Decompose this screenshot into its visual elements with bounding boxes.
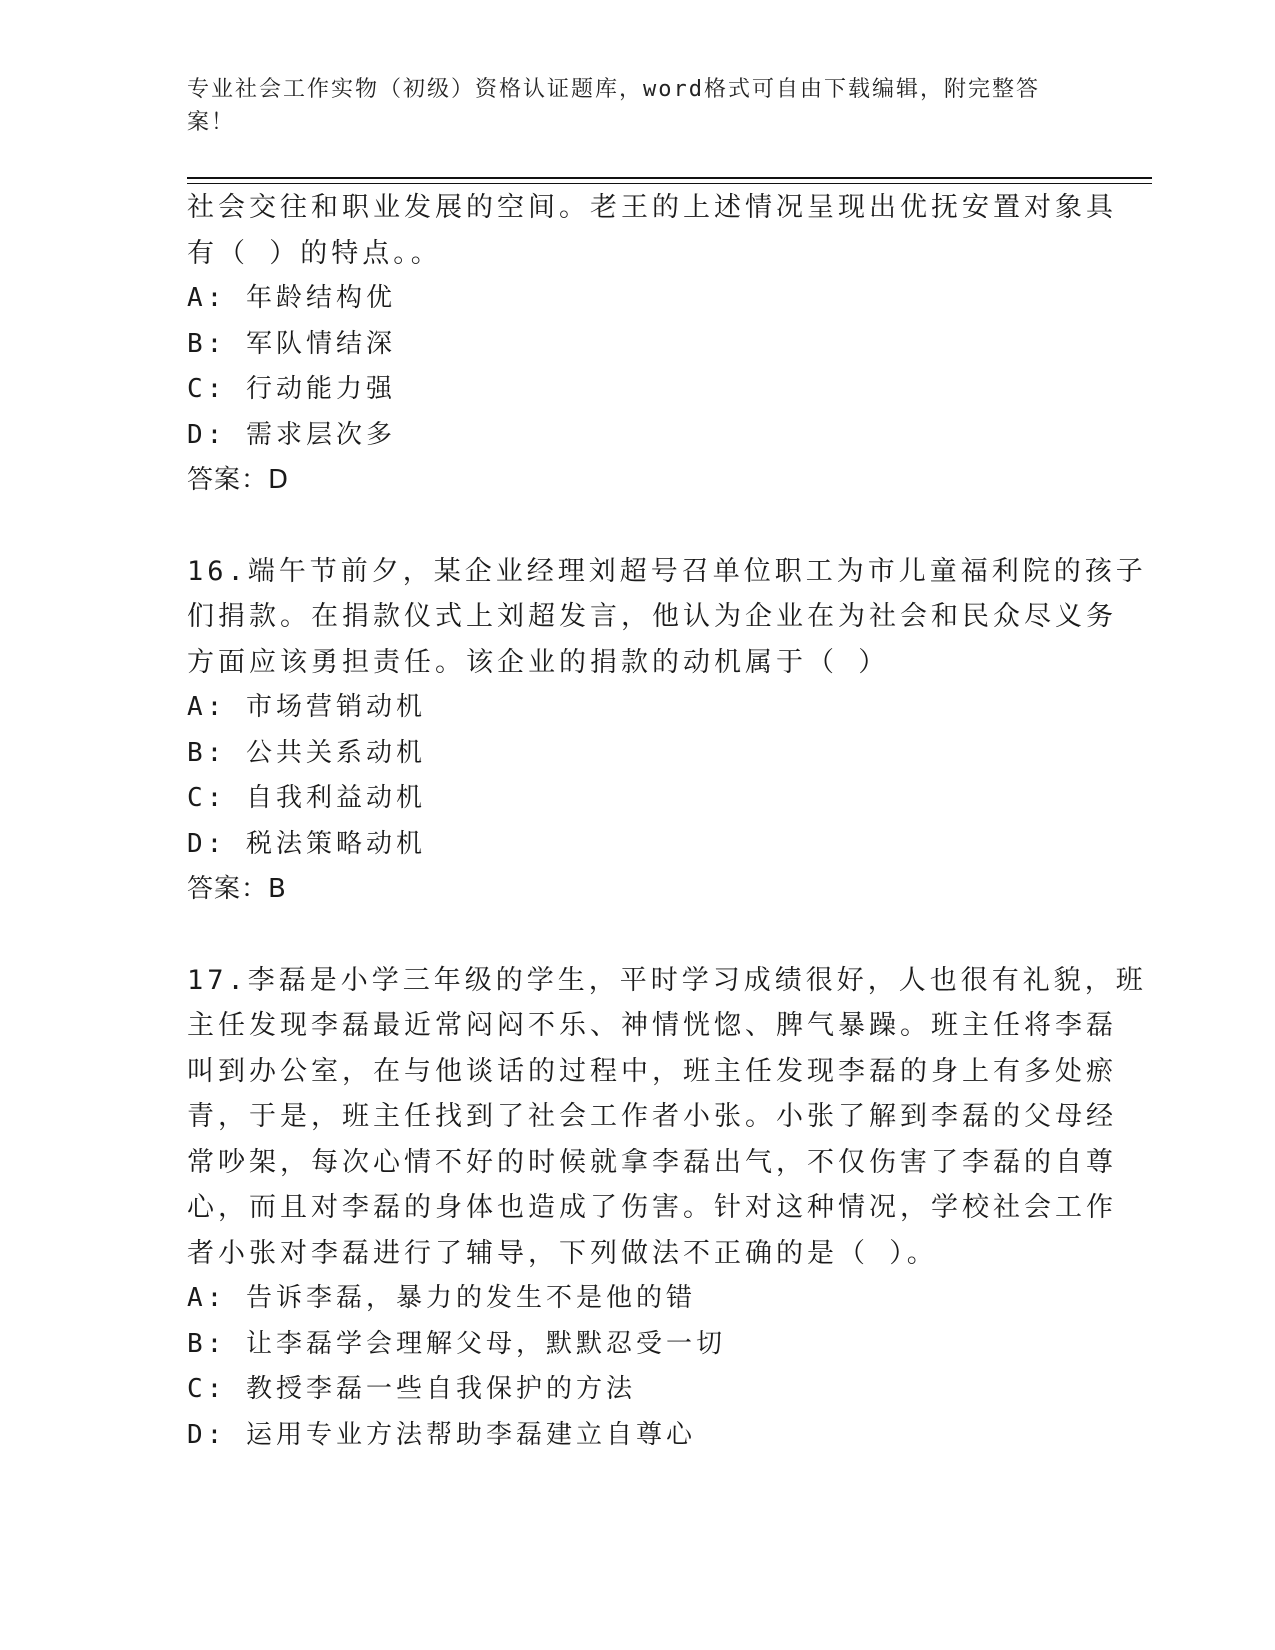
option-c: C: 教授李磊一些自我保护的方法 (187, 1374, 636, 1404)
option-b: B: 让李磊学会理解父母，默默忍受一切 (187, 1328, 726, 1359)
option-a: A: 年龄结构优 (187, 283, 396, 313)
option-c: C: 行动能力强 (187, 374, 396, 404)
question-block (187, 185, 1117, 504)
question-stem-line: 们捐款。在捐款仪式上刘超发言，他认为企业在为社会和民众尽义务 (187, 601, 1117, 632)
option-a: A: 市场营销动机 (187, 692, 426, 722)
question-stem-line: 社会交往和职业发展的空间。老王的上述情况呈现出优抚安置对象具 (187, 192, 1117, 223)
option-a: A: 告诉李磊，暴力的发生不是他的错 (187, 1283, 696, 1313)
question-stem-line: 叫到办公室，在与他谈话的过程中，班主任发现李磊的身上有多处瘀 (187, 1055, 1117, 1087)
option-b: B: 公共关系动机 (187, 737, 426, 768)
spacer (187, 913, 1087, 958)
header-rule-thin (187, 183, 1152, 184)
spacer (187, 504, 1087, 549)
answer-line: 答案：B (187, 874, 287, 904)
question-stem-line: 常吵架，每次心情不好的时候就拿李磊出气，不仅伤害了李磊的自尊 (187, 1146, 1117, 1178)
option-c: C: 自我利益动机 (187, 783, 426, 813)
option-b: B: 军队情结深 (187, 328, 396, 359)
option-d: D: 需求层次多 (187, 419, 396, 450)
question-block (187, 549, 1147, 913)
question-stem-line: 青，于是，班主任找到了社会工作者小张。小张了解到李磊的父母经 (187, 1101, 1117, 1132)
question-stem-line: 有（ ）的特点。。 (187, 237, 442, 269)
question-stem-line: 心，而且对李磊的身体也造成了伤害。针对这种情况，学校社会工作 (187, 1192, 1117, 1223)
header-line-2: 案！ (187, 110, 236, 135)
option-d: D: 税法策略动机 (187, 828, 426, 859)
question-stem-line: 16.端午节前夕，某企业经理刘超号召单位职工为市儿童福利院的孩子 (187, 555, 1147, 587)
header-line-1: 专业社会工作实物（初级）资格认证题库，word格式可自由下载编辑，附完整答 (187, 77, 1040, 102)
question-stem-line: 主任发现李磊最近常闷闷不乐、神情恍惚、脾气暴躁。班主任将李磊 (187, 1010, 1117, 1041)
question-content (187, 185, 1147, 1458)
question-stem-line: 方面应该勇担责任。该企业的捐款的动机属于（ ） (187, 646, 890, 678)
question-stem-line: 17.李磊是小学三年级的学生，平时学习成绩很好，人也很有礼貌，班 (187, 964, 1147, 996)
header-rule-thick (187, 177, 1152, 179)
question-stem-line: 者小张对李磊进行了辅导，下列做法不正确的是（ ）。 (187, 1237, 938, 1269)
page-header (187, 73, 1067, 139)
question-block (187, 958, 1147, 1459)
answer-line: 答案：D (187, 465, 290, 495)
option-d: D: 运用专业方法帮助李磊建立自尊心 (187, 1419, 696, 1450)
